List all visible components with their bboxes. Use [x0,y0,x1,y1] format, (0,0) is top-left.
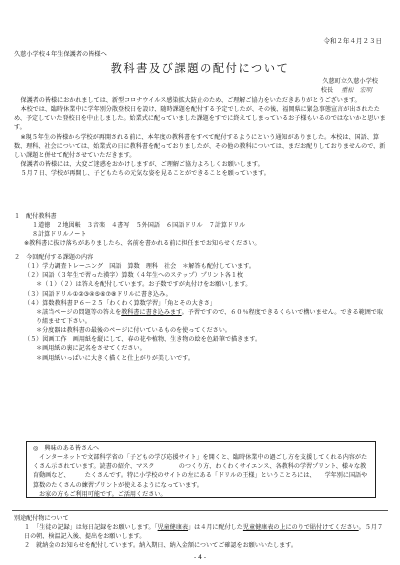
paragraph-background: 本校では、臨時休業中に学年別分散登校日を設け、随時課題を配付する予定でしたが、その後、福岡県に緊急事態宣言が出されたため、予定していた登校日を中止しました。始業式に配っていました課題をすでに終えてしまっているお子様もいるのではないかと思います。 [14,106,386,132]
paragraph-wish: ５月７日、学校が再開し、子どもたちの元気な姿を見ることができることを願っています。 [20,170,270,178]
assignment-note: ＊（１）（２）は答えを配付しています。お子数ですが丸付けをお願いします。 [36,281,252,289]
paragraph-request: 保護者の皆様には、大変ご迷惑をおかけしますが、ご理解ご協力よろしくお願いします。 [20,160,264,168]
section-textbooks [14,212,386,249]
info-box [26,441,376,498]
info-box-title: ◎ 興味のある皆さんへ [33,445,100,452]
section-heading: ２ 今回配付する課題の内容 [14,254,94,261]
assignment-item: （５）図画工作 画用紙を縦にして、春の花や植物、生き物の絵を色鉛筆で描きます。 [24,336,262,344]
document-date: 令和２年４月２３日 [323,37,382,45]
sender [313,86,372,95]
underlined-text: 児童健康表 [157,524,189,532]
addressee: 久慈小学校４年生保護者の皆様へ [14,51,107,58]
assignment-item: （４）算数教科書Ｐ６～２５「わくわく算数学習」「角とその大きさ」 [24,299,216,307]
assignment-item: （３）国語ドリル①②③④⑤⑥⑦⑧ドリルに書き込み。 [24,290,172,298]
assignment-note: ＊画用紙の裏に記名をさせてください。 [36,345,146,353]
textbook-list-line: ８計算ドリルノート [32,231,87,239]
info-box-footer: お家の方もご利用可能です。ご活用ください。 [39,490,167,498]
assignment-note: ＊画用紙いっぱいに大きく描くと仕上がりが美しいです。 [36,354,194,362]
sender-role: 校長 [320,87,334,94]
divider [12,510,388,511]
sender-name: 重松 宏明 [341,87,372,94]
assignment-item: （２）国語（３年生で習った漢字）算数（４年生へのステップ）プリント各１枚 [24,272,244,280]
assignment-note: ＊分度器は教科書の最後のページに付いているものを使ってください。 [36,327,231,335]
underlined-text: 教科書に書き込みます [121,308,182,316]
other-item: ２ 就納金のお知らせを配付しています。納入期日、納入金額についてご確認をお願いいたします。 [24,542,297,550]
sender-organization: 久慈町立久慈小学校 [322,78,378,85]
paragraph-notice: ※現５年生の皆様から学校が再開される前に、本年度の教科書をすべて配付するようにという通知がありました。本校は、国語、算数、理科、社会については、始業式の日に教科書を配っておりましたが、その他の教科については、まだお配りしておりませんので、新しい課題と併せて配付させていただきます。 [14,133,386,159]
section-heading: 別途配付物について [14,515,69,522]
textbook-list-line: １道徳 ２地図帳 ３音楽 ４書写 ５外国語 ６国語ドリル ７計算ドリル [32,222,246,230]
underlined-text: 児童健康表の上にのりで貼付けてください [242,524,359,532]
textbook-note: ※教科書に抜け落ちがありましたら、名前を書かれる前に担任までお知らせください。 [24,240,261,248]
other-item: １ 「生徒の記録」は毎日記録をお願いします。「児童健康表」は４月に配付した児童健康表の上にのりで貼付けてください。５月７日の朝、検温記入後、提出をお願いします。 [24,524,384,541]
assignment-note: ＊該当ページの問題等の答えを教科書に書き込みます。予習ですので、６０％程度できるくらいで構いません。できる範囲で取り組ませて下さい。 [36,308,383,325]
section-heading: １ 配付教科書 [14,213,57,220]
assignment-item: （１）学力調査トレーニング 国語 算数 理科 社会 ＊解答も配付しています。 [24,263,255,271]
document-title: 教科書及び課題の配付について [110,62,290,75]
info-box-text: インターネットで文部科学省の「子どもの学び応援サイト」を開くと、臨時休業中の過ごし方を支援してくれる内容がたくさん示されています。読書の紹介、マスク のつくり方、わくわくサイエンス、各教科の学習プリント、様々な教育動画など、 たくさんです。特に小学校のサイトの左にある「ドリルの王様」ということろには、 学年別に国語や算数のたくさんの練習プリントが使えるようになっています。 [33,454,368,489]
section-other [14,514,386,551]
page-number: - 4 - [194,554,206,561]
section-assignments [14,253,386,363]
body-text [14,96,386,178]
paragraph-greeting: 保護者の皆様におかれましては、新型コロナウイルス感染拡大防止のため、ご理解ご協力をいただきありがとうございます。 [20,97,361,104]
